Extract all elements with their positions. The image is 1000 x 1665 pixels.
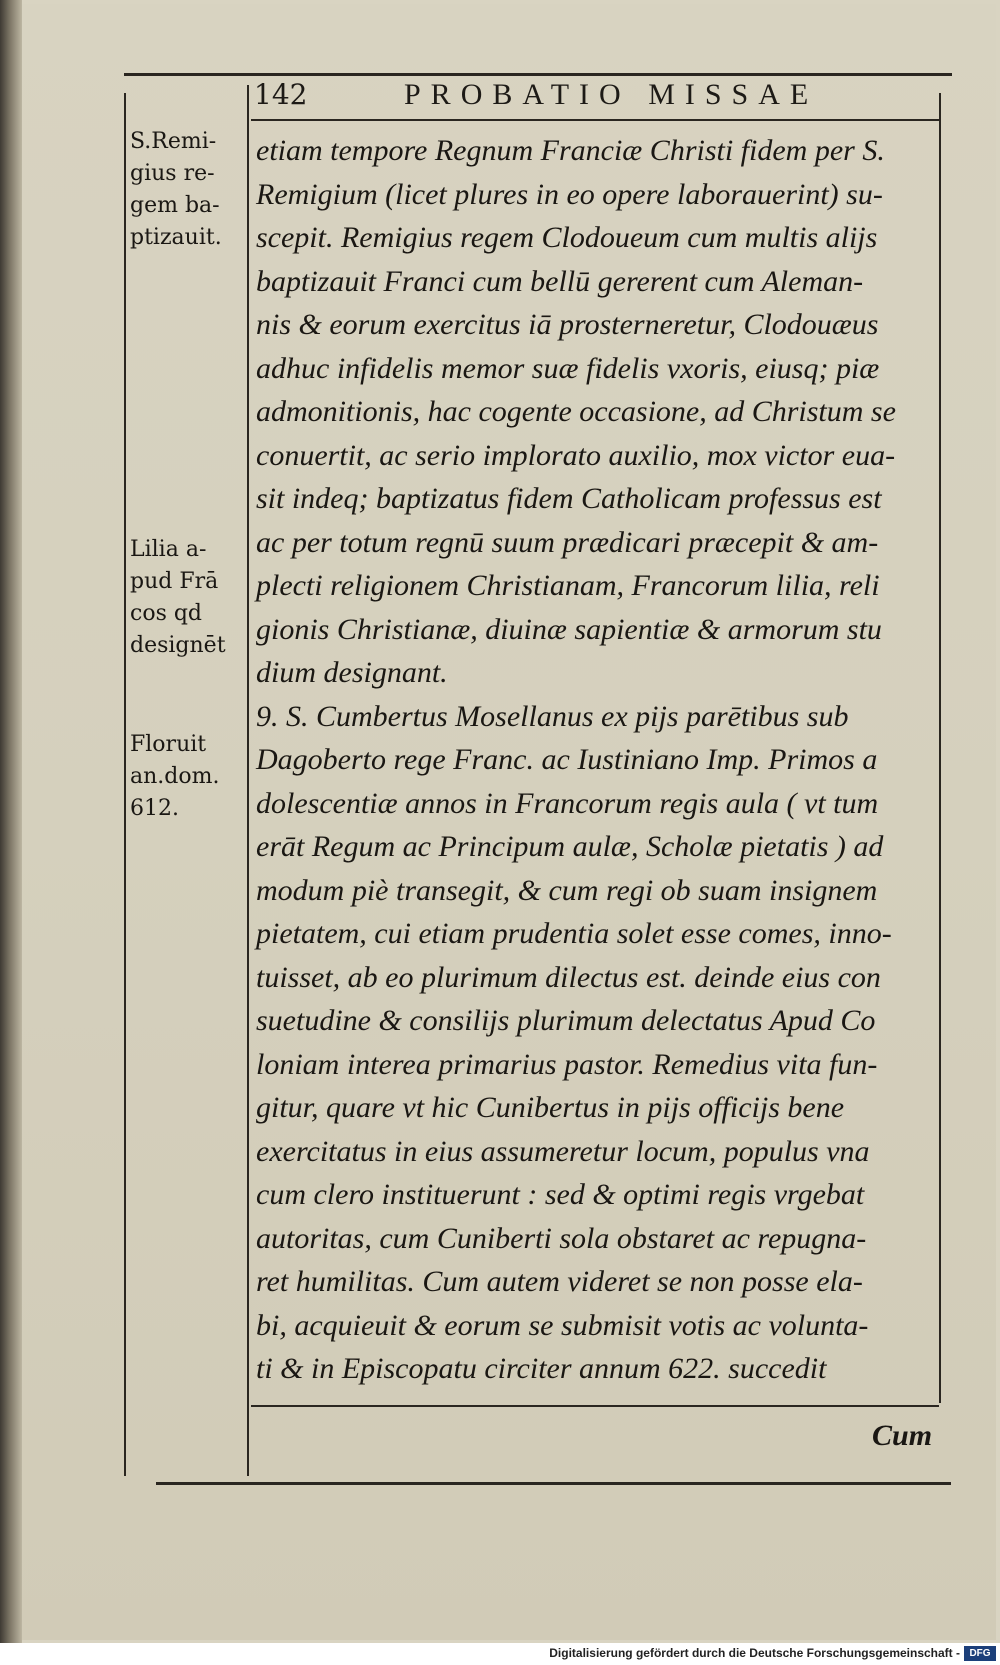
text-line: Remigium (licet plures in eo opere laborauerint) su- — [256, 177, 883, 211]
text-line: gionis Christianæ, diuinæ sapientiæ & armorum stu — [256, 612, 882, 646]
text-line: modum piè transegit, & cum regi ob suam insignem — [256, 873, 878, 907]
main-text-block — [256, 129, 946, 1391]
margin-note-line: gius re- — [130, 161, 215, 186]
margin-note-line: gem ba- — [130, 193, 220, 218]
text-line: loniam interea primarius pastor. Remedius vita fun- — [256, 1047, 878, 1081]
text-line: scepit. Remigius regem Clodoueum cum multis alijs — [256, 221, 878, 254]
text-line: ac per totum regnū suum prædicari præcepit & am- — [256, 525, 879, 559]
text-line: tuisset, ab eo plurimum dilectus est. deinde eius con — [256, 960, 881, 994]
text-line: exercitatus in eius assumeretur locum, populus vna — [256, 1134, 870, 1168]
running-title: PROBATIO MISSAE — [404, 78, 819, 111]
margin-note-line: cos qd — [130, 601, 203, 626]
margin-note-remigius — [130, 126, 248, 254]
text-line: autoritas, cum Cuniberti sola obstaret ac repugna- — [256, 1221, 867, 1255]
book-page — [4, 4, 996, 1640]
text-line: Dagoberto rege Franc. ac Iustiniano Imp. Primos a — [256, 743, 878, 776]
text-line: dium designant. — [256, 656, 448, 689]
margin-note-line: Floruit — [130, 732, 207, 757]
text-line: adhuc infidelis memor suæ fidelis vxoris, eiusq; piæ — [256, 351, 880, 385]
bottom-border-rule — [156, 1482, 951, 1485]
margin-note-floruit — [130, 729, 248, 825]
margin-note-line: 612. — [130, 796, 179, 821]
margin-note-line: ptizauit. — [130, 225, 222, 250]
page-number: 142 — [254, 78, 308, 111]
text-line: erāt Regum ac Principum aulæ, Scholæ pietatis ) ad — [256, 830, 884, 863]
text-line: cum clero instituerunt : sed & optimi regis vrgebat — [256, 1178, 865, 1211]
text-line: 9. S. Cumbertus Mosellanus ex pijs parētibus sub — [256, 699, 849, 733]
text-line: sit indeq; baptizatus fidem Catholicam professus est — [256, 482, 882, 515]
text-line: conuertit, ac serio implorato auxilio, mox victor eua- — [256, 438, 896, 472]
text-line: nis & eorum exercitus iā prosterneretur, Clodouæus — [256, 308, 879, 341]
text-line: bi, acquieuit & eorum se submisit votis ac volunta- — [256, 1308, 869, 1342]
text-bottom-rule — [251, 1405, 939, 1407]
margin-note-line: S.Remi- — [130, 129, 217, 154]
text-line: gitur, quare vt hic Cunibertus in pijs officijs bene — [256, 1091, 845, 1124]
page-header — [254, 78, 944, 112]
text-line: baptizauit Franci cum bellū gererent cum Aleman- — [256, 264, 864, 298]
margin-note-line: designēt — [130, 633, 226, 658]
text-line: suetudine & consilijs plurimum delectatus Apud Co — [256, 1004, 876, 1037]
text-line: ti & in Episcopatu circiter annum 622. succedit — [256, 1352, 827, 1385]
margin-note-lilia — [130, 534, 248, 662]
text-line: etiam tempore Regnum Franciæ Christi fidem per S. — [256, 134, 885, 167]
top-border-rule — [124, 73, 952, 76]
dfg-logo-icon: DFG — [964, 1646, 996, 1661]
digitization-footer — [0, 1643, 1000, 1665]
margin-note-line: Lilia a- — [130, 537, 207, 562]
text-line: pietatem, cui etiam prudentia solet esse comes, inno- — [256, 917, 892, 950]
text-line: admonitionis, hac cogente occasione, ad Christum se — [256, 395, 896, 428]
text-line: plecti religionem Christianam, Francorum lilia, reli — [256, 569, 880, 602]
text-line: ret humilitas. Cum autem videret se non posse ela- — [256, 1265, 863, 1298]
margin-note-line: pud Frā — [130, 569, 219, 594]
margin-note-line: an.dom. — [130, 764, 220, 789]
footer-credit: Digitalisierung gefördert durch die Deutsche Forschungsgemeinschaft - — [549, 1646, 960, 1660]
catchword: Cum — [872, 1419, 933, 1452]
margin-left-rule — [124, 93, 126, 1476]
header-rule — [251, 119, 939, 121]
book-binding-edge — [0, 0, 22, 1660]
text-line: dolescentiæ annos in Francorum regis aula ( vt tum — [256, 786, 879, 820]
